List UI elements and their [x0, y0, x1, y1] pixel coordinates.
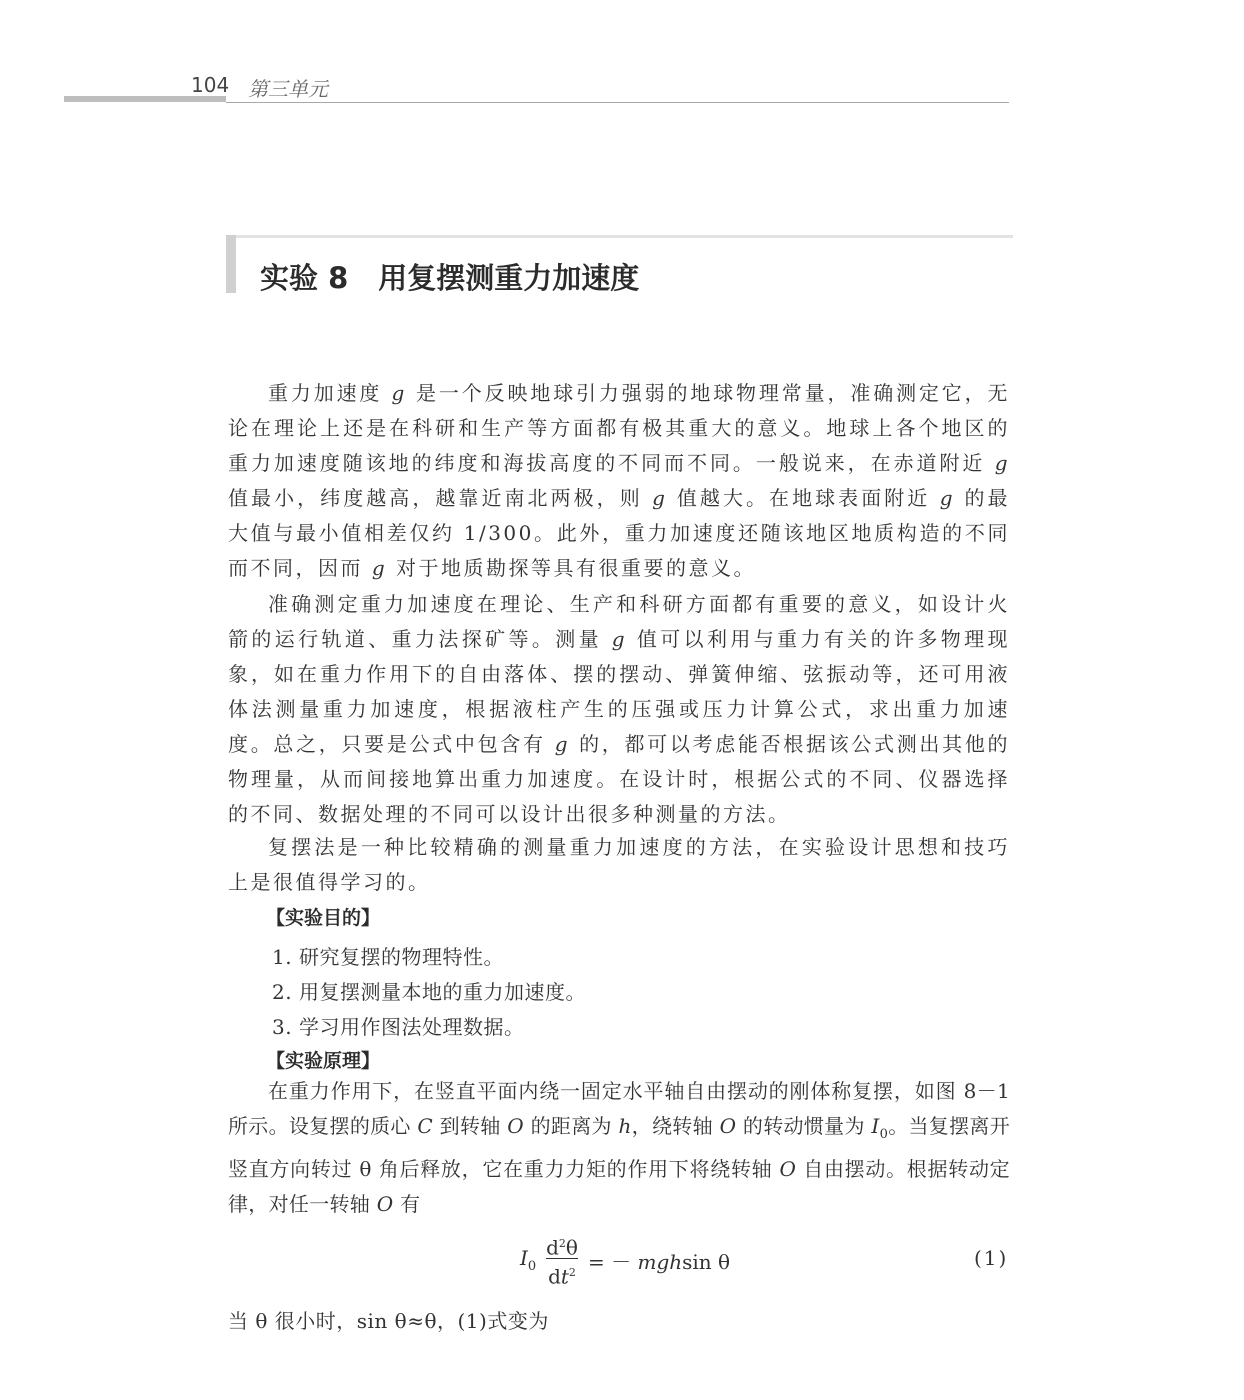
title-top-rule — [226, 235, 1013, 238]
header-rule-thin — [226, 102, 1009, 103]
experiment-name: 用复摆测重力加速度 — [378, 261, 640, 295]
experiment-number: 实验 8 — [260, 261, 349, 295]
objective-item: 1. 研究复摆的物理特性。 — [272, 945, 504, 969]
intro-paragraph-1: 重力加速度 g 是一个反映地球引力强弱的地球物理常量，准确测定它，无论在理论上还是在科研和生产等方面都有极其重大的意义。地球上各个地区的重力加速度随该地的纬度和海拔高度的不同而不同。一般说来，在赤道附近 g 值最小，纬度越高，越靠近南北两极，则 g 值越大。在地球表面附近 g 的最大值与最小值相差仅约 1/300。此外，重力加速度还随该地区地质构造的不同而不同，因而 g 对于地质勘探等具有很重要的意义。 — [228, 381, 1011, 580]
title-side-bar — [226, 235, 236, 293]
objectives-heading: 【实验目的】 — [266, 907, 381, 929]
intro-paragraph-2: 准确测定重力加速度在理论、生产和科研方面都有重要的意义，如设计火箭的运行轨道、重力法探矿等。测量 g 值可以利用与重力有关的许多物理现象，如在重力作用下的自由落体、摆的摆动、弹簧伸缩、弦振动等，还可用液体法测量重力加速度，根据液柱产生的压强或压力计算公式，求出重力加速度。总之，只要是公式中包含有 g 的，都可以考虑能否根据该公式测出其他的物理量，从而间接地算出重力加速度。在设计时，根据公式的不同、仪器选择的不同、数据处理的不同可以设计出很多种测量的方法。 — [228, 592, 1011, 826]
intro-paragraph-3: 复摆法是一种比较精确的测量重力加速度的方法，在实验设计思想和技巧上是很值得学习的。 — [228, 835, 1010, 894]
eq-rhs: = － mghsin θ — [588, 1250, 731, 1274]
objective-item: 3. 学习用作图法处理数据。 — [272, 1015, 525, 1039]
eq-lhs: $I_0$ — [520, 1246, 537, 1274]
unit-label: 第三单元 — [248, 77, 328, 101]
principle-heading: 【实验原理】 — [266, 1050, 381, 1072]
experiment-title — [260, 256, 639, 297]
page-number: 104 — [191, 73, 230, 97]
eq-fraction: $d^2\theta$ $dt^2$ — [546, 1235, 578, 1289]
objective-item: 2. 用复摆测量本地的重力加速度。 — [272, 980, 586, 1004]
principle-paragraph: 在重力作用下，在竖直平面内绕一固定水平轴自由摆动的刚体称复摆，如图 8－1 所示。设复摆的质心 C 到转轴 O 的距离为 h，绕转轴 O 的转动惯量为 $I_0$。当复摆离开竖直方向转过 θ 角后释放，它在重力力矩的作用下将绕转轴 O 自由摆动。根据转动定律，对任一转轴 O 有 — [228, 1079, 1011, 1216]
equation-number: (1) — [974, 1246, 1009, 1270]
continuation-text: 当 θ 很小时，sin θ≈θ，(1)式变为 — [228, 1309, 549, 1333]
